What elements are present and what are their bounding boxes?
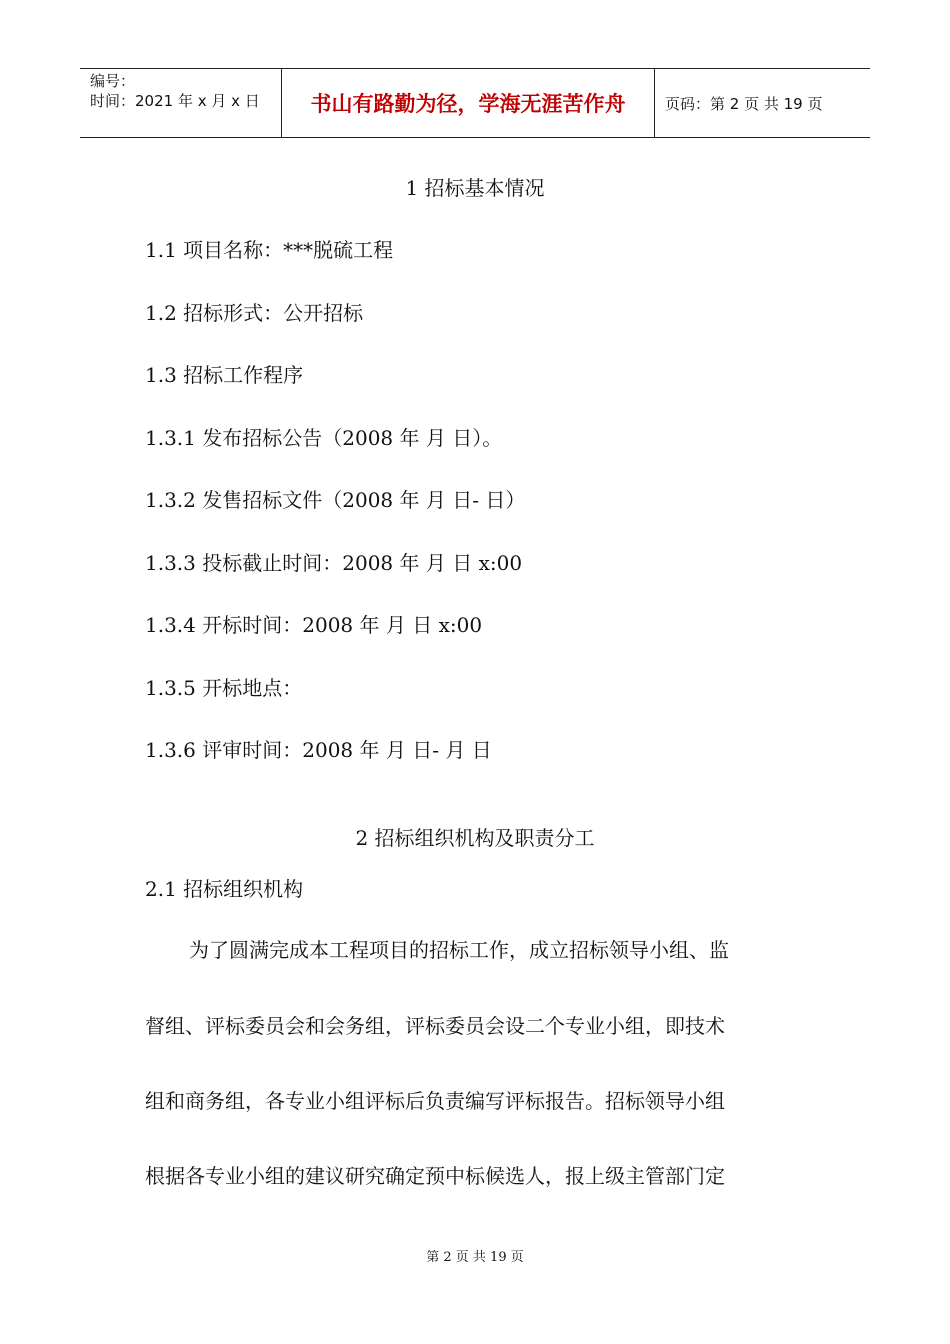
paragraph-line-3: 组和商务组，各专业小组评标后负责编写评标报告。招标领导小组 (145, 1089, 725, 1113)
item-1-3-2: 1.3.2 发售招标文件（2008 年 月 日- 日） (145, 488, 526, 512)
header-motto: 书山有路勤为径，学海无涯苦作舟 (282, 69, 655, 137)
header-meta (80, 69, 282, 137)
item-1-1: 1.1 项目名称：***脱硫工程 (145, 238, 394, 262)
header-page-info: 页码：第 2 页 共 19 页 (665, 94, 823, 113)
page-header (80, 68, 870, 138)
page-footer: 第 2 页 共 19 页 (426, 1250, 524, 1265)
section-title-1: 1 招标基本情况 (405, 176, 545, 200)
paragraph-line-4: 根据各专业小组的建议研究确定预中标候选人，报上级主管部门定 (145, 1164, 725, 1188)
item-1-3: 1.3 招标工作程序 (145, 363, 304, 387)
item-1-2: 1.2 招标形式：公开招标 (145, 301, 364, 325)
item-1-3-3: 1.3.3 投标截止时间：2008 年 月 日 x:00 (145, 551, 523, 575)
item-1-3-5: 1.3.5 开标地点： (145, 676, 303, 700)
paragraph-line-1: 为了圆满完成本工程项目的招标工作，成立招标领导小组、监 (189, 938, 729, 962)
item-1-3-4: 1.3.4 开标时间：2008 年 月 日 x:00 (145, 613, 483, 637)
paragraph-line-2: 督组、评标委员会和会务组，评标委员会设二个专业小组，即技术 (145, 1014, 725, 1038)
section-title-2: 2 招标组织机构及职责分工 (355, 826, 595, 850)
document-date: 时间：2021 年 x 月 x 日 (90, 92, 260, 110)
item-1-3-1: 1.3.1 发布招标公告（2008 年 月 日）。 (145, 426, 503, 450)
item-2-1: 2.1 招标组织机构 (145, 877, 304, 901)
item-1-3-6: 1.3.6 评审时间：2008 年 月 日- 月 日 (145, 738, 492, 762)
document-number-label: 编号： (90, 72, 136, 90)
